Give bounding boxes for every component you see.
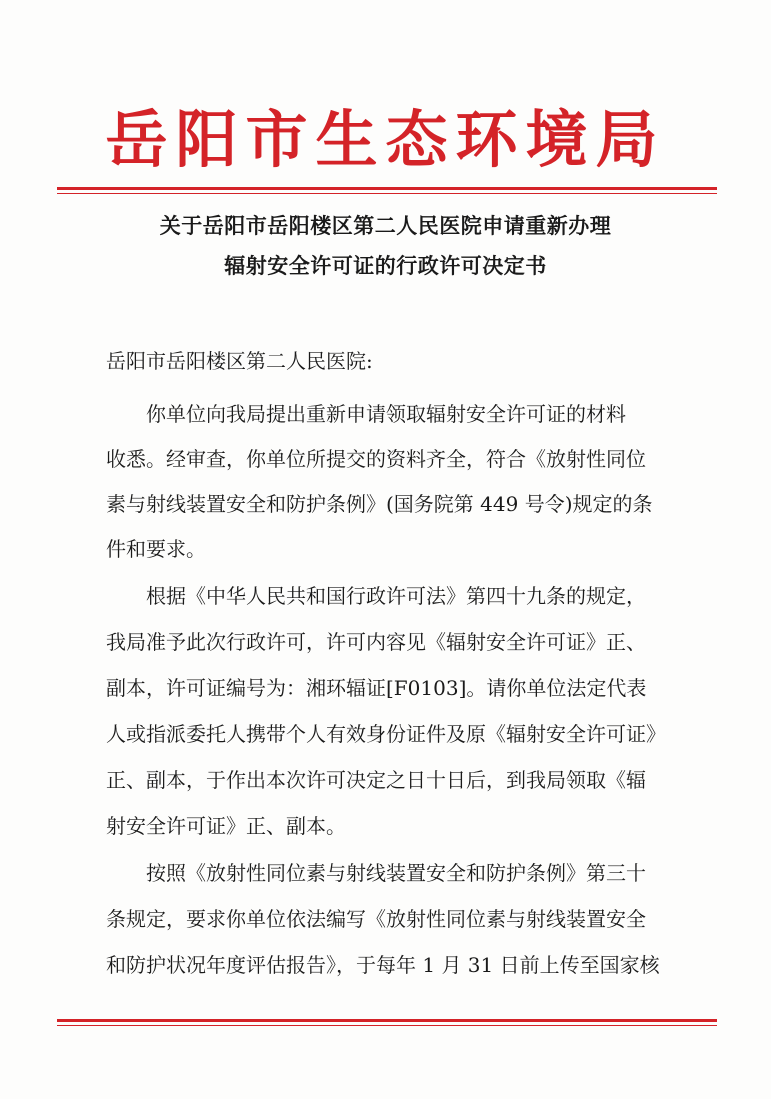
addressee: 岳阳市岳阳楼区第二人民医院:	[106, 349, 373, 373]
document-title-line-2: 辐射安全许可证的行政许可决定书	[224, 254, 547, 278]
footer-rule-thick	[57, 1019, 717, 1022]
body-line: 我局准予此次行政许可，许可内容见《辐射安全许可证》正、	[106, 630, 646, 654]
body-line: 件和要求。	[106, 537, 206, 561]
body-line: 根据《中华人民共和国行政许可法》第四十九条的规定，	[146, 584, 646, 608]
body-line: 你单位向我局提出重新申请领取辐射安全许可证的材料	[146, 402, 626, 426]
body-line: 正、副本，于作出本次许可决定之日十日后，到我局领取《辐	[106, 768, 646, 792]
body-line: 按照《放射性同位素与射线装置安全和防护条例》第三十	[146, 861, 646, 885]
body-line: 副本，许可证编号为：湘环辐证[F0103]。请你单位法定代表	[106, 676, 647, 700]
masthead-rule-thin	[57, 193, 717, 194]
body-line: 素与射线装置安全和防护条例》(国务院第 449 号令)规定的条	[106, 492, 653, 516]
body-line: 射安全许可证》正、副本。	[106, 814, 346, 838]
masthead-rule-thick	[57, 187, 717, 190]
body-line: 和防护状况年度评估报告》，于每年 1 月 31 日前上传至国家核	[106, 953, 660, 977]
body-line: 收悉。经审查，你单位所提交的资料齐全，符合《放射性同位	[106, 447, 646, 471]
masthead-title: 岳阳市生态环境局	[105, 103, 666, 176]
body-line: 人或指派委托人携带个人有效身份证件及原《辐射安全许可证》	[106, 722, 666, 746]
body-line: 条规定，要求你单位依法编写《放射性同位素与射线装置安全	[106, 907, 646, 931]
document-title-line-1: 关于岳阳市岳阳楼区第二人民医院申请重新办理	[159, 214, 612, 238]
footer-rule-thin	[57, 1025, 717, 1026]
